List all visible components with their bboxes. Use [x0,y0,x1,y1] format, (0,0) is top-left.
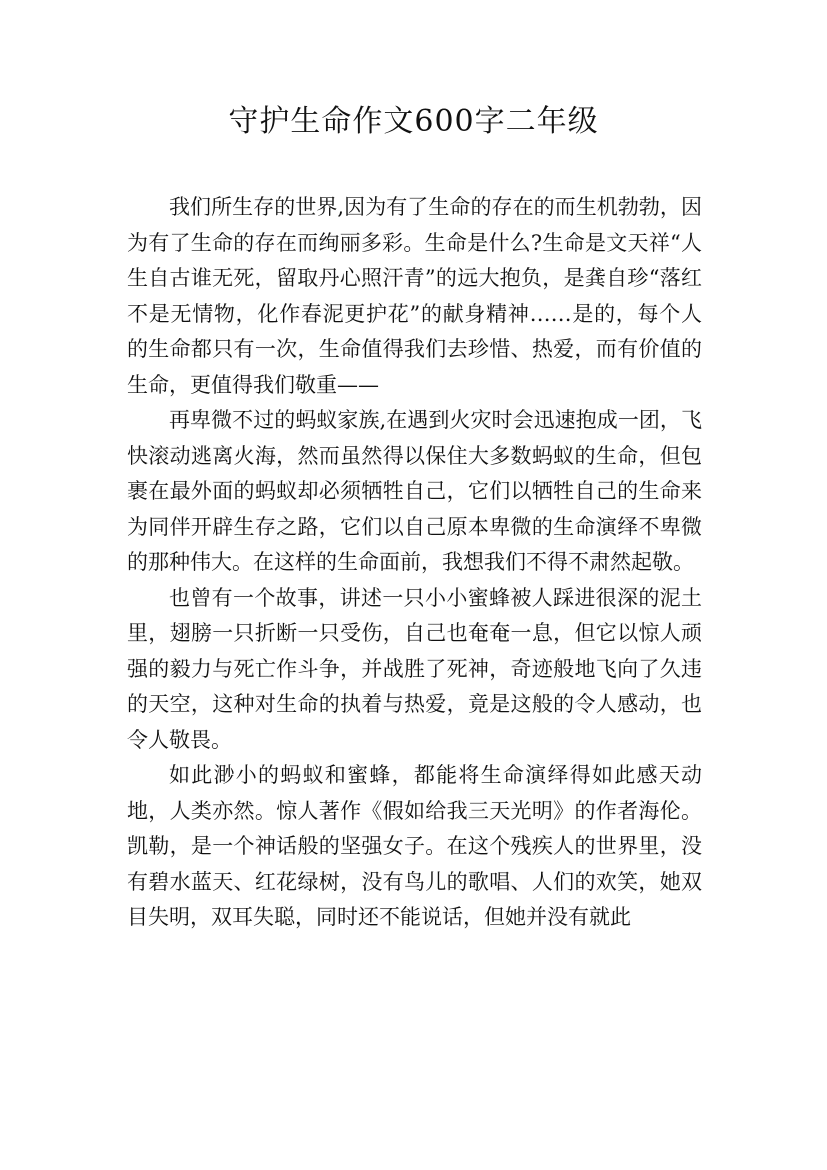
paragraph-4: 如此渺小的蚂蚁和蜜蜂，都能将生命演绎得如此感天动地，人类亦然。惊人著作《假如给我三天光明》的作者海伦。凯勒，是一个神话般的坚强女子。在这个残疾人的世界里，没有碧水蓝天、红花绿树，没有鸟儿的歌唱、人们的欢笑，她双目失明，双耳失聪，同时还不能说话，但她并没有就此 [127,763,702,929]
paragraph-1: 我们所生存的世界,因为有了生命的存在的而生机勃勃，因为有了生命的存在而绚丽多彩。生命是什么?生命是文天祥“人生自古谁无死，留取丹心照汗青”的远大抱负，是龚自珍“落红不是无情物，化作春泥更护花”的献身精神……是的，每个人的生命都只有一次，生命值得我们去珍惜、热爱，而有价值的生命，更值得我们敬重—— [127,195,702,397]
paragraph-3: 也曾有一个故事，讲述一只小小蜜蜂被人踩进很深的泥土里，翅膀一只折断一只受伤，自己也奄奄一息，但它以惊人顽强的毅力与死亡作斗争，并战胜了死神，奇迹般地飞向了久违的天空，这种对生命的执着与热爱，竟是这般的令人感动，也令人敬畏。 [127,585,702,752]
paragraph-2: 再卑微不过的蚂蚁家族,在遇到火灾时会迅速抱成一团，飞快滚动逃离火海，然而虽然得以保住大多数蚂蚁的生命，但包裹在最外面的蚂蚁却必须牺牲自己，它们以牺牲自己的生命来为同伴开辟生存之路，它们以自己原本卑微的生命演绎不卑微的那种伟大。在这样的生命面前，我想我们不得不肃然起敬。 [127,408,702,574]
document-title: 守护生命作文600字二年级 [228,104,599,139]
document-body [127,190,702,936]
